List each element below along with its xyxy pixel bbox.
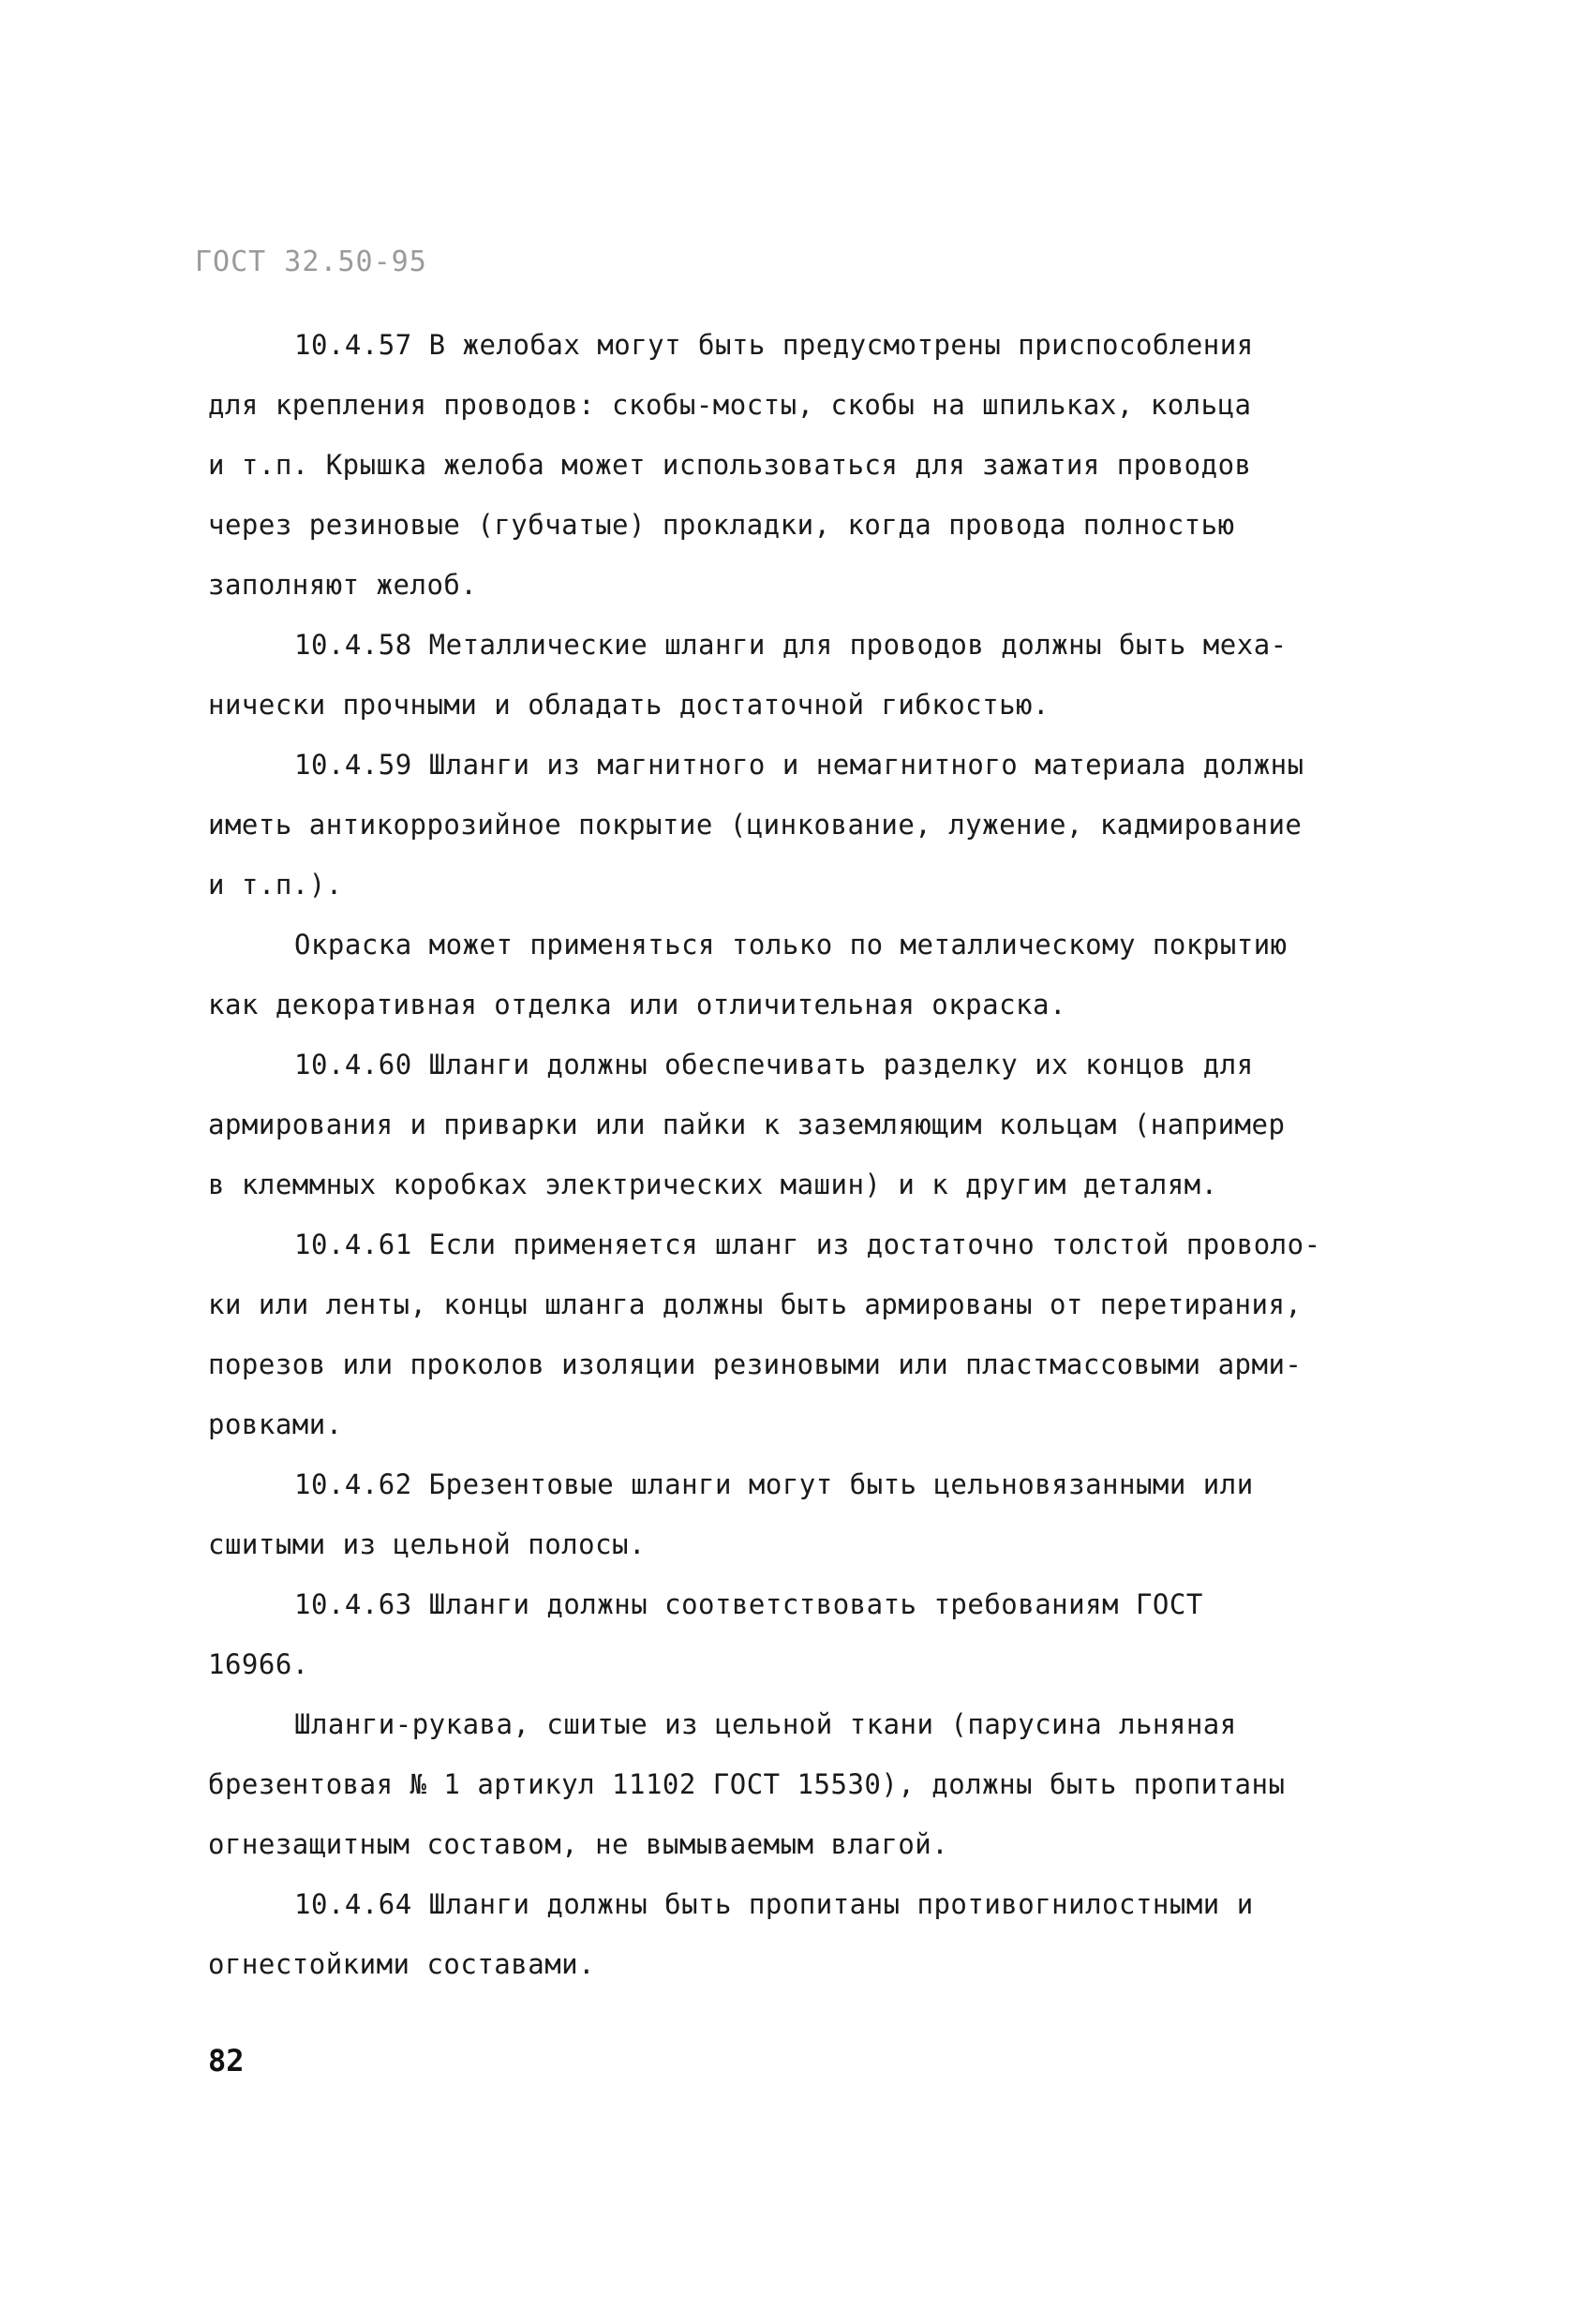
text-line: 10.4.62 Брезентовые шланги могут быть цельновязанными или xyxy=(294,1468,1254,1500)
text-line: 10.4.64 Шланги должны быть пропитаны противогнилостными и xyxy=(294,1888,1254,1920)
text-line: иметь антикоррозийное покрытие (цинкование, лужение, кадмирование xyxy=(208,809,1303,841)
text-line: как декоративная отделка или отличительная окраска. xyxy=(208,989,1066,1020)
text-line: 10.4.57 В желобах могут быть предусмотрены приспособления xyxy=(294,329,1254,361)
body-text xyxy=(208,315,1417,1994)
text-line: брезентовая № 1 артикул 11102 ГОСТ 15530), должны быть пропитаны xyxy=(208,1768,1286,1800)
text-line: Окраска может применяться только по металлическому покрытию xyxy=(294,929,1288,961)
page-number: 82 xyxy=(208,2043,245,2078)
text-line: 10.4.61 Если применяется шланг из достаточно толстой проволо- xyxy=(294,1229,1321,1260)
document-header: ГОСТ 32.50-95 xyxy=(195,246,427,278)
text-line: армирования и приварки или пайки к заземляющим кольцам (например xyxy=(208,1109,1286,1140)
text-line: ровками. xyxy=(208,1408,343,1440)
text-line: 10.4.58 Металлические шланги для проводов должны быть меха- xyxy=(294,629,1288,661)
text-line: 10.4.63 Шланги должны соответствовать требованиям ГОСТ xyxy=(294,1588,1203,1620)
text-line: и т.п.). xyxy=(208,869,343,901)
text-line: в клеммных коробках электрических машин) и к другим деталям. xyxy=(208,1169,1218,1200)
text-line: порезов или проколов изоляции резиновыми или пластмассовыми арми- xyxy=(208,1348,1303,1380)
text-line: через резиновые (губчатые) прокладки, когда провода полностью xyxy=(208,509,1235,541)
text-line: огнезащитным составом, не вымываемым влагой. xyxy=(208,1828,949,1860)
text-line: и т.п. Крышка желоба может использоваться для зажатия проводов xyxy=(208,449,1252,481)
text-line: нически прочными и обладать достаточной гибкостью. xyxy=(208,689,1050,721)
text-line: ки или ленты, концы шланга должны быть армированы от перетирания, xyxy=(208,1289,1303,1320)
text-line: 10.4.60 Шланги должны обеспечивать разделку их концов для xyxy=(294,1049,1254,1080)
text-line: для крепления проводов: скобы-мосты, скобы на шпильках, кольца xyxy=(208,389,1252,421)
text-line: Шланги-рукава, сшитые из цельной ткани (парусина льняная xyxy=(294,1708,1237,1740)
text-line: 10.4.59 Шланги из магнитного и немагнитного материала должны xyxy=(294,749,1304,781)
text-line: заполняют желоб. xyxy=(208,569,478,601)
text-line: 16966. xyxy=(208,1648,309,1680)
text-line: сшитыми из цельной полосы. xyxy=(208,1528,646,1560)
text-line: огнестойкими составами. xyxy=(208,1948,596,1980)
